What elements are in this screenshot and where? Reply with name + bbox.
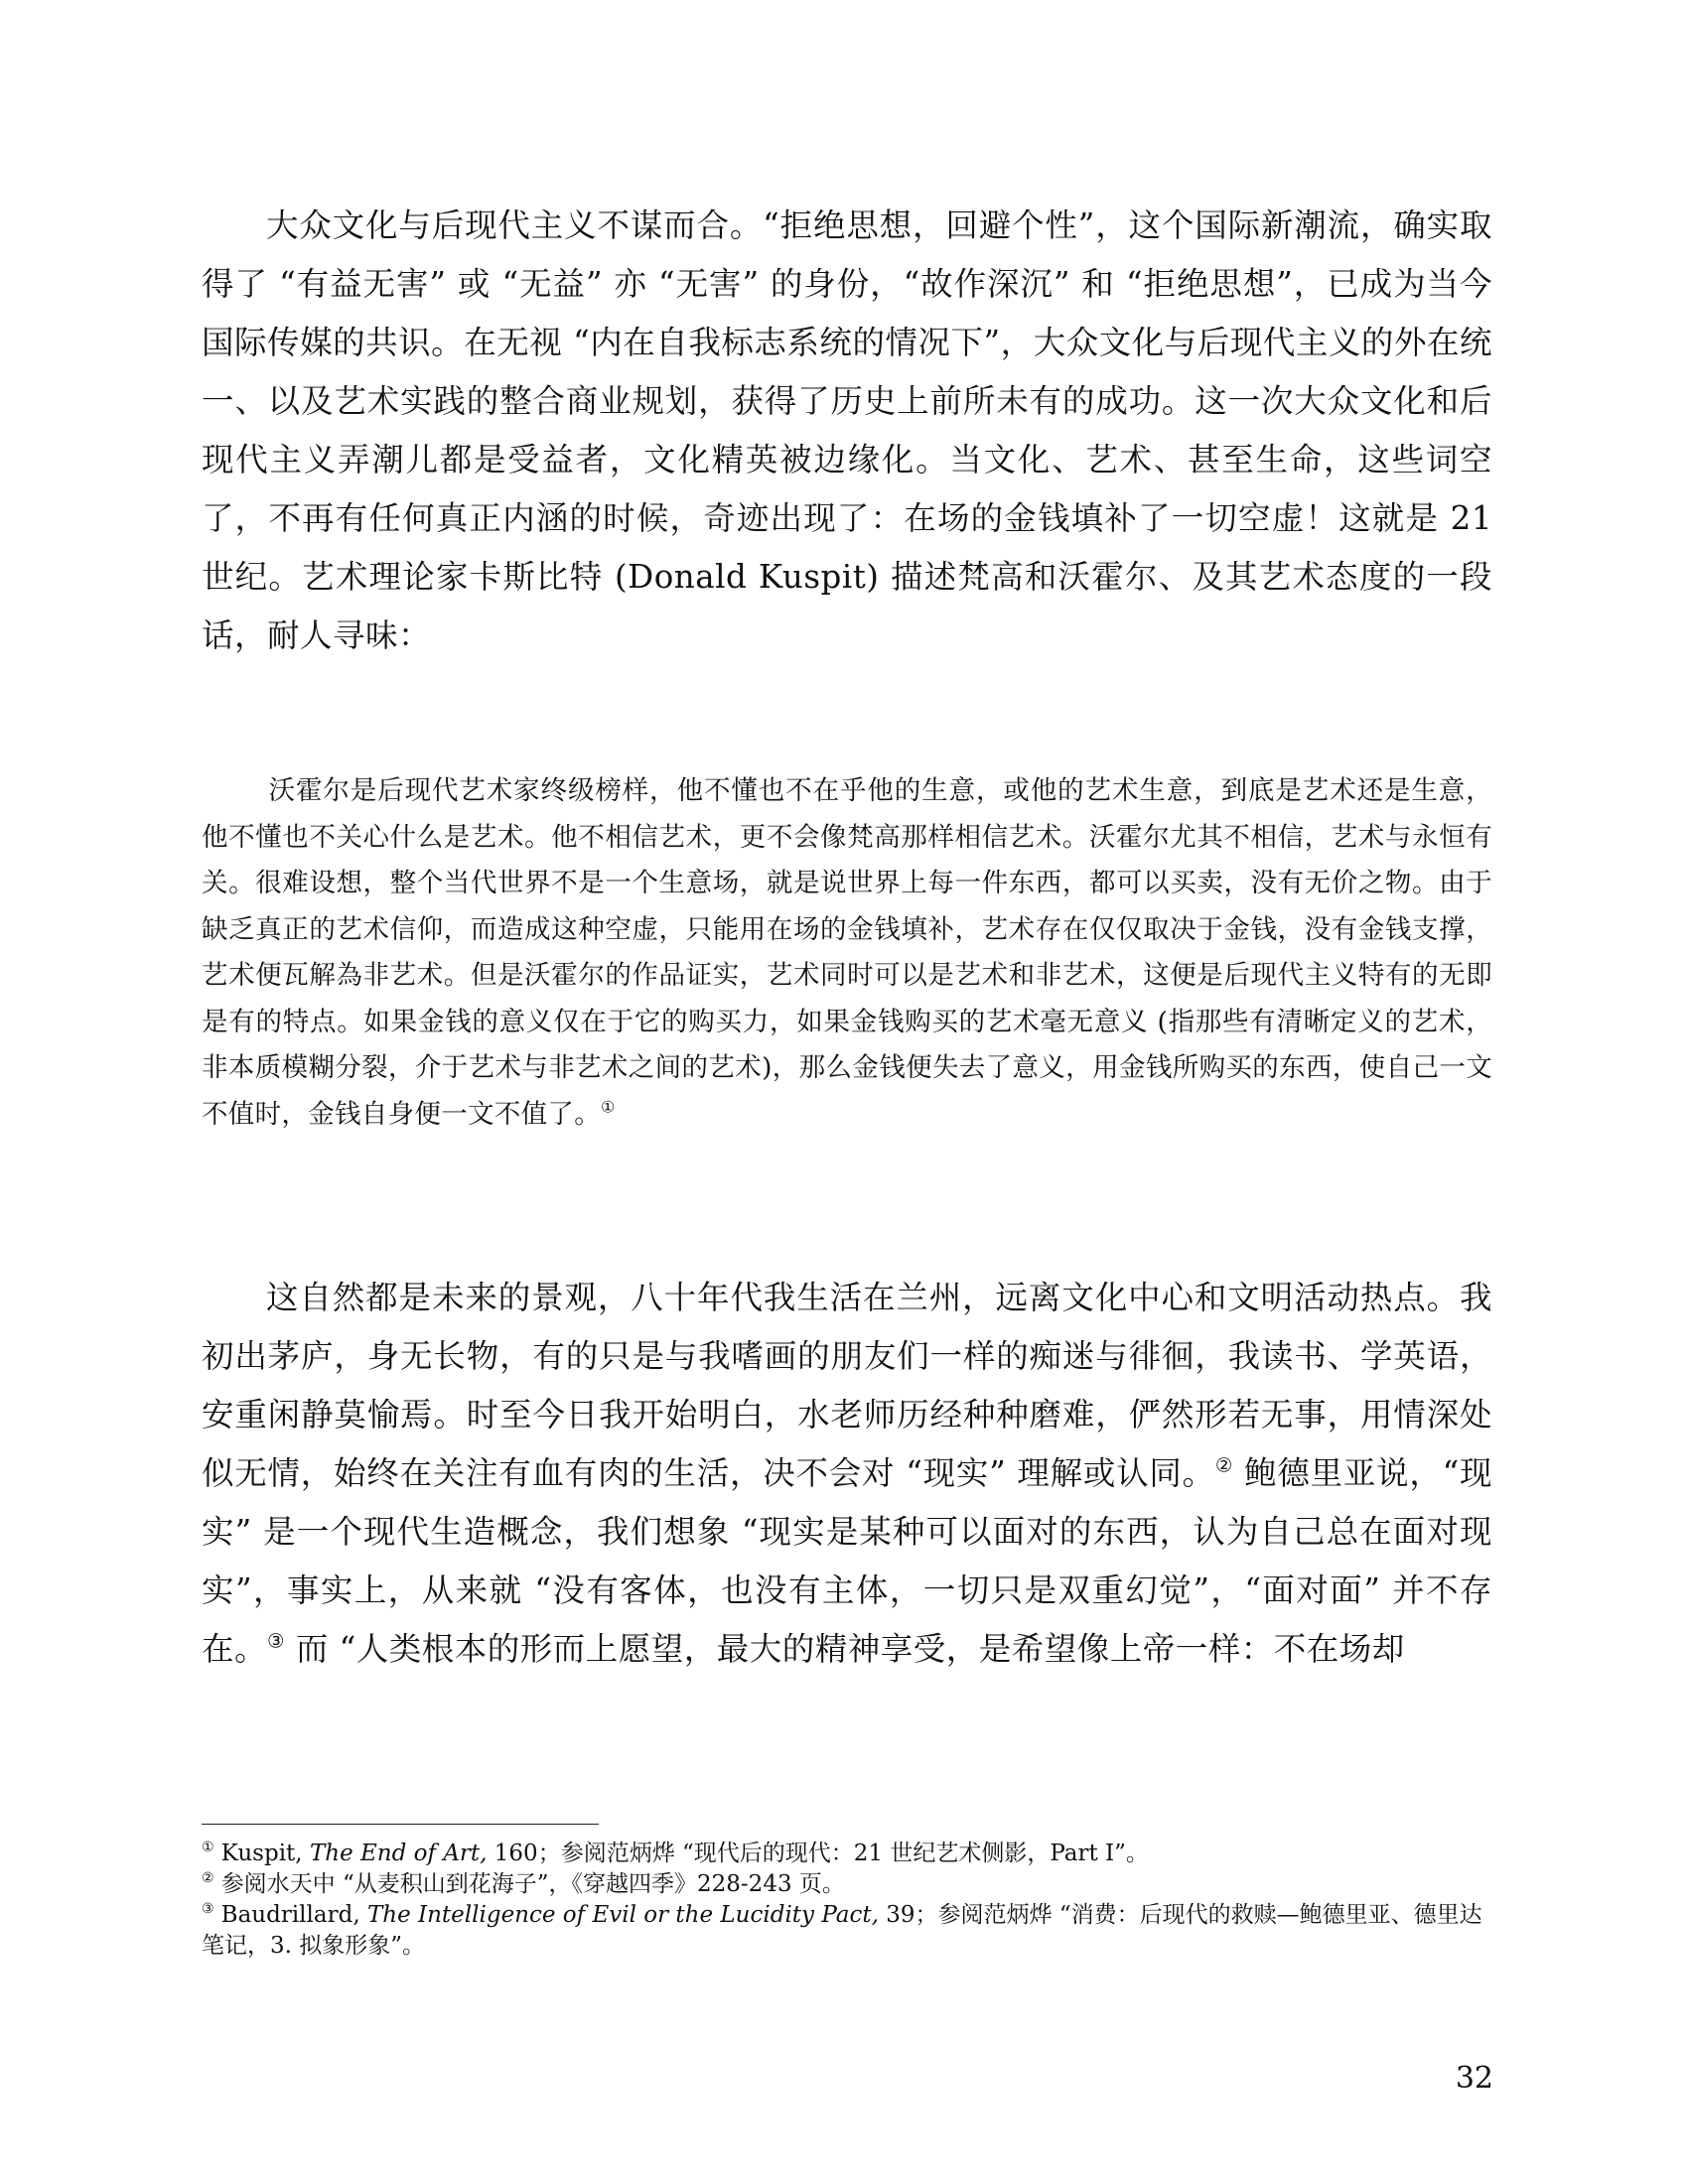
quote-text: 沃霍尔是后现代艺术家终级榜样，他不懂也不在乎他的生意，或他的艺术生意，到底是艺术还是生意，他不懂也不关心什么是艺术。他不相信艺术，更不会像梵高那样相信艺术。沃霍尔尤其不相信，艺术与永恒有关。很难设想，整个当代世界不是一个生意场，就是说世界上每一件东西，都可以买卖，没有无价之物。由于缺乏真正的艺术信仰，而造成这种空虚，只能用在场的金钱填补，艺术存在仅仅取决于金钱，没有金钱支撑，艺术便瓦解為非艺术。但是沃霍尔的作品证实，艺术同时可以是艺术和非艺术，这便是后现代主义特有的无即是有的特点。如果金钱的意义仅在于它的购买力，如果金钱购买的艺术毫无意义 (指那些有清晰定义的艺术，非本质模糊分裂，介于艺术与非艺术之间的艺术)，那么金钱便失去了意义，用金钱所购买的东西，使自己一文不值时，金钱自身便一文不值了。 [202,775,1492,1130]
block-quote [202,768,1492,1138]
paragraph-2-text-b: 鲍德里亚说，“现实” 是一个现代生造概念，我们想象 “现实是某种可以面对的东西，认为自己总在面对现实”，事实上，从来就 “没有客体，也没有主体，一切只是双重幻觉”，“面对面” 并不存在。 [202,1454,1492,1668]
footnote-ref-2[interactable]: ② [1214,1453,1234,1477]
footnote-separator [202,1824,599,1825]
footnote-3 [202,1900,1492,1962]
footnote-2 [202,1869,1492,1900]
footnote-ref-1[interactable]: ① [601,1097,616,1117]
paragraph-2-text-c: 而 “人类根本的形而上愿望，最大的精神享受，是希望像上帝一样：不在场却 [285,1630,1405,1668]
footnote-3-after: 39；参阅范炳烨 “消费：后现代的救赎—鲍德里亚、德里达笔记，3. 拟象形象”。 [202,1902,1482,1959]
footnotes [202,1839,1492,1962]
footnote-3-mark: ③ [202,1901,214,1918]
footnote-1-title: The End of Art, [309,1841,488,1866]
footnote-1 [202,1839,1492,1869]
footnote-3-before: Baudrillard, [213,1902,367,1928]
footnote-2-mark: ② [202,1870,214,1887]
page-number: 32 [1455,2061,1493,2096]
footnote-3-title: The Intelligence of Evil or the Lucidity Pact, [366,1902,879,1928]
footnote-1-before: Kuspit, [213,1841,310,1866]
footnote-1-after: 160；参阅范炳烨 “现代后的现代：21 世纪艺术侧影，Part I”。 [487,1841,1149,1866]
footnote-ref-3[interactable]: ③ [267,1629,285,1653]
paragraph-1-text: 大众文化与后现代主义不谋而合。“拒绝思想，回避个性”，这个国际新潮流，确实取得了 “有益无害” 或 “无益” 亦 “无害” 的身份，“故作深沉” 和 “拒绝思想”，已成为当今国际传媒的共识。在无视 “内在自我标志系统的情况下”，大众文化与后现代主义的外在统一、以及艺术实践的整合商业规划，获得了历史上前所未有的成功。这一次大众文化和后现代主义弄潮儿都是受益者，文化精英被边缘化。当文化、艺术、甚至生命，这些词空了，不再有任何真正内涵的时候，奇迹出现了：在场的金钱填补了一切空虚！这就是 21 世纪。艺术理论家卡斯比特 (Donald Kuspit) 描述梵高和沃霍尔、及其艺术态度的一段话，耐人寻味： [202,206,1492,654]
paragraph-2-text-a: 这自然都是未来的景观，八十年代我生活在兰州，远离文化中心和文明活动热点。我初出茅庐，身无长物，有的只是与我嗜画的朋友们一样的痴迷与徘徊，我读书、学英语，安重闲静莫愉焉。时至今日我开始明白，水老师历经种种磨难，俨然形若无事，用情深处似无情，始终在关注有血有肉的生活，决不会对 “现实” 理解或认同。 [202,1279,1492,1492]
body-paragraph-1 [202,197,1492,665]
footnote-2-before: 参阅水天中 “从麦积山到花海子”，《穿越四季》228-243 页。 [213,1871,845,1897]
body-paragraph-2 [202,1269,1492,1679]
footnote-1-mark: ① [202,1840,214,1856]
